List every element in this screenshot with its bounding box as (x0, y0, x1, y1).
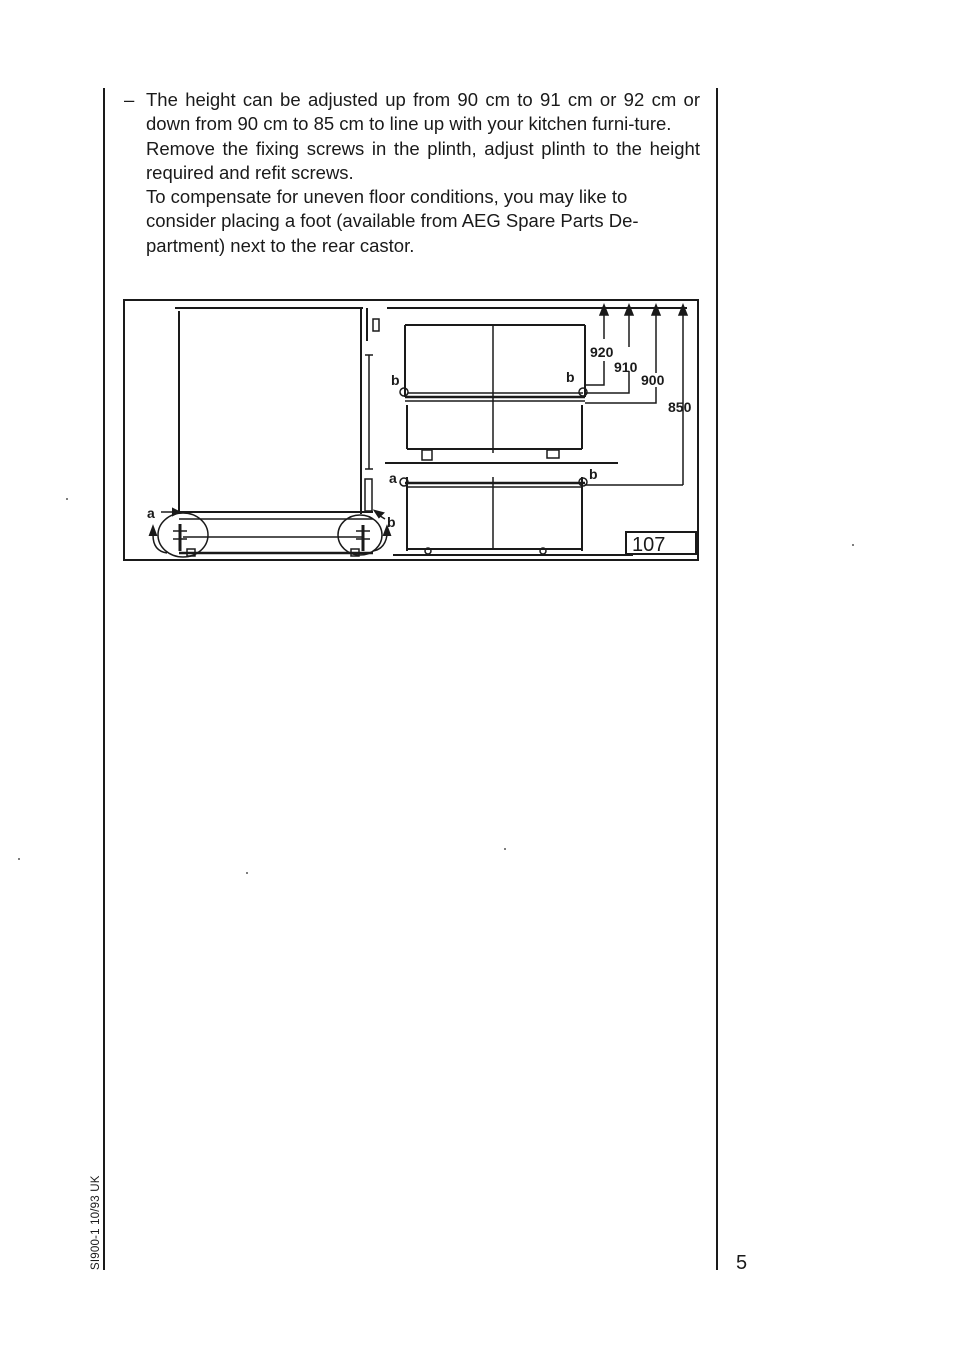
plinth-raised-view (385, 325, 618, 463)
plinth-adjustment-figure (123, 299, 699, 561)
scan-speck (18, 858, 20, 860)
appliance-side-view (150, 308, 390, 557)
label-a-lower: a (389, 470, 397, 486)
plinth-diagram-svg (123, 299, 699, 561)
figure-frame (124, 300, 698, 560)
paragraph-height-adjust: The height can be adjusted up from 90 cm to 91 cm or 92 cm or down from 90 cm to 85 cm to line up with your kitchen furni-ture. (146, 89, 700, 135)
label-b-upper-left: b (391, 372, 400, 388)
bullet-item (124, 88, 700, 258)
dimension-850: 850 (668, 399, 692, 415)
figure-number: 107 (632, 534, 666, 556)
instruction-text (124, 88, 700, 258)
scan-speck (246, 872, 248, 874)
scan-speck (852, 544, 854, 546)
dimension-910: 910 (614, 359, 638, 375)
page-number: 5 (736, 1252, 748, 1274)
paragraph-uneven-floor: To compensate for uneven floor conditions, you may like to consider placing a foot (available from AEG Spare Parts De-partment) next to the rear castor. (146, 186, 639, 256)
label-b-left: b (387, 514, 396, 530)
dimension-900: 900 (641, 372, 665, 388)
scan-speck (66, 498, 68, 500)
left-margin-rule (103, 88, 105, 1270)
label-b-upper-right: b (566, 369, 575, 385)
label-b-lower: b (589, 466, 598, 482)
dimension-920: 920 (590, 344, 614, 360)
bullet-dash: – (124, 89, 135, 110)
plinth-lowered-view (393, 477, 633, 555)
label-a-left: a (147, 505, 155, 521)
scan-speck (504, 848, 506, 850)
document-code: SI900-1 10/93 UK (90, 1175, 102, 1270)
right-margin-rule (716, 88, 718, 1270)
paragraph-remove-screws: Remove the fixing screws in the plinth, adjust plinth to the height required and refit screws. (146, 137, 700, 183)
